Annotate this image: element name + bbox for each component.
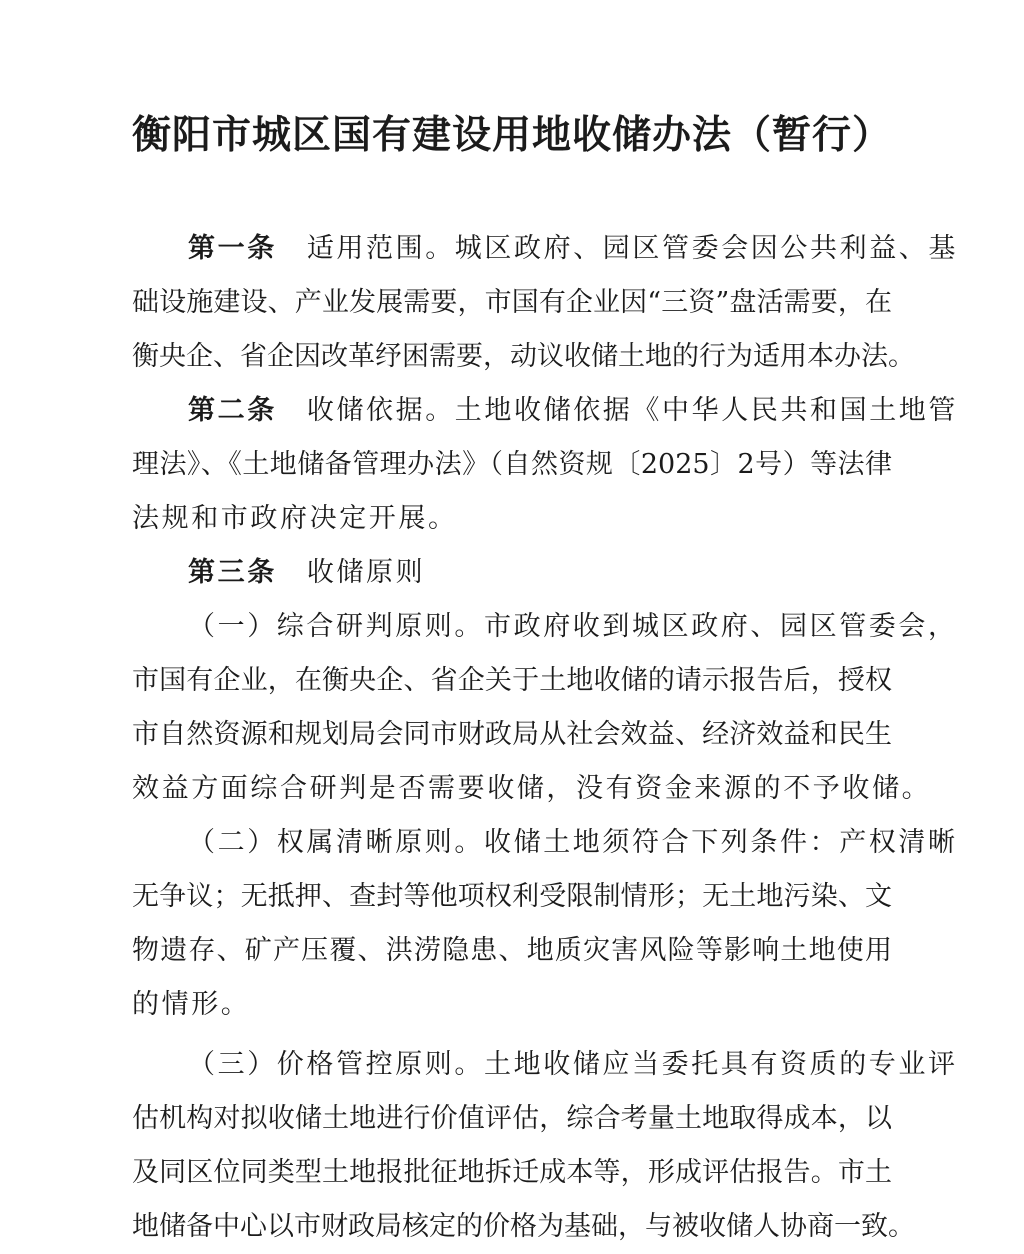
principle-2-line-1: （二）权属清晰原则。收储土地须符合下列条件：产权清晰 [188,827,958,858]
principle-1-line-4: 效益方面综合研判是否需要收储，没有资金来源的不予收储。 [132,773,932,804]
principle-1 [132,600,958,816]
article-1-text-1: 适用范围。城区政府、园区管委会因公共利益、基 [306,233,959,264]
article-1-line-3: 衡央企、省企因改革纾困需要，动议收储土地的行为适用本办法。 [132,341,915,372]
principle-3-line-4: 地储备中心以市财政局核定的价格为基础，与被收储人协商一致。 [132,1211,915,1242]
principle-3-line-3: 及同区位同类型土地报批征地拆迁成本等，形成评估报告。市土 [132,1157,892,1188]
principle-1-line-1: （一）综合研判原则。市政府收到城区政府、园区管委会， [188,611,958,642]
principle-2-line-2: 无争议；无抵押、查封等他项权利受限制情形；无土地污染、文 [132,881,892,912]
article-1-line-1 [132,222,959,276]
article-3-heading: 第三条 [188,557,277,588]
article-2-line-1 [132,384,959,438]
article-3 [132,546,892,600]
article-3-text-1: 收储原则 [306,557,426,588]
article-2-text-1: 收储依据。土地收储依据《中华人民共和国土地管 [306,395,959,426]
article-1 [132,222,959,384]
article-1-line-2: 础设施建设、产业发展需要，市国有企业因“三资”盘活需要，在 [132,287,892,318]
principle-2-line-3: 物遗存、矿产压覆、洪涝隐患、地质灾害风险等影响土地使用 [132,935,892,966]
article-2-line-3: 法规和市政府决定开展。 [132,503,458,534]
article-2-line-2: 理法》、《土地储备管理办法》（自然资规〔2025〕2号）等法律 [132,449,892,480]
principle-3 [132,1038,958,1254]
principle-3-line-1: （三）价格管控原则。土地收储应当委托具有资质的专业评 [188,1049,958,1080]
principle-1-line-2: 市国有企业，在衡央企、省企关于土地收储的请示报告后，授权 [132,665,892,696]
principle-2 [132,816,958,1032]
principle-3-line-2: 估机构对拟收储土地进行价值评估，综合考量土地取得成本，以 [132,1103,892,1134]
principle-1-line-3: 市自然资源和规划局会同市财政局从社会效益、经济效益和民生 [132,719,892,750]
article-2-heading: 第二条 [188,395,277,426]
article-3-line-1 [132,546,892,600]
document-title: 衡阳市城区国有建设用地收储办法（暂行） [131,112,892,158]
document-body [132,222,959,1254]
principle-2-line-4: 的情形。 [132,989,251,1020]
article-1-heading: 第一条 [188,233,277,264]
article-2 [132,384,959,546]
